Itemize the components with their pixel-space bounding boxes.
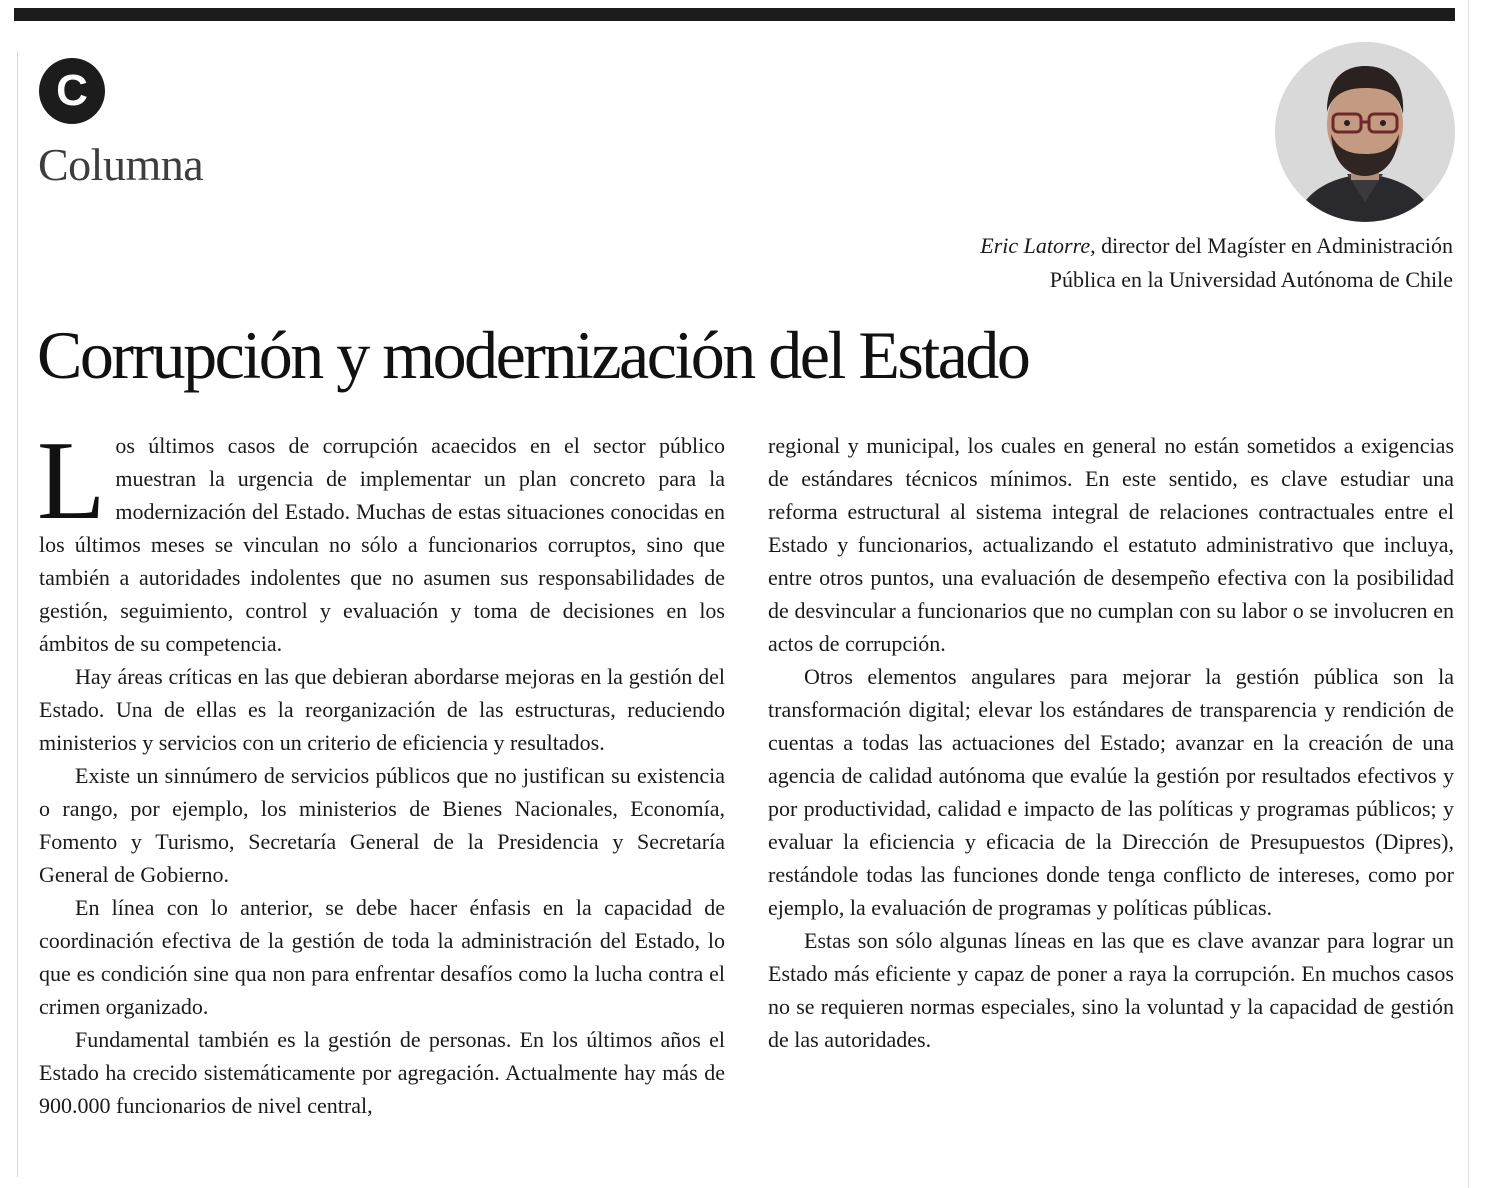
author-role-line-1: director del Magíster en Administración: [1101, 233, 1453, 258]
right-margin-rule: [1468, 0, 1469, 1188]
article-column-right: [768, 429, 1454, 1056]
paragraph: Fundamental también es la gestión de personas. En los últimos años el Estado ha crecido sistemáticamente por agregación. Actualmente hay más de 900.000 funcionarios de nivel central,: [39, 1027, 725, 1118]
author-portrait-icon: [1275, 42, 1455, 222]
author-byline: [980, 229, 1453, 297]
paragraph: En línea con lo anterior, se debe hacer énfasis en la capacidad de coordinación efectiva de la gestión de toda la administración del Estado, lo que es condición sine qua non para enfrentar desafíos como la lucha contra el crimen organizado.: [39, 895, 725, 1019]
paragraph: Otros elementos angulares para mejorar la gestión pública son la transformación digital; elevar los estándares de transparencia y rendición de cuentas a todas las actuaciones del Estado; avanzar en la creación de una agencia de calidad autónoma que evalúe la gestión por resultados efectivos y por productividad, calidad e impacto de las políticas y programas públicos; y evaluar la eficiencia y eficacia de la Dirección de Presupuestos (Dipres), restándole todas las funciones donde tenga conflicto de intereses, como por ejemplo, la evaluación de programas y políticas públicas.: [768, 664, 1454, 920]
drop-cap: L: [37, 419, 106, 543]
paragraph: Estas son sólo algunas líneas en las que es clave avanzar para lograr un Estado más eficiente y capaz de poner a raya la corrupción. En muchos casos no se requieren normas especiales, sino la voluntad y la capacidad de gestión de las autoridades.: [768, 928, 1454, 1052]
article-headline: Corrupción y modernización del Estado: [37, 317, 1029, 393]
paragraph-text: os últimos casos de corrupción acaecidos en el sector público muestran la urgencia de implementar un plan concreto para la modernización del Estado. Muchas de estas situaciones conocidas en los últimos meses se vinculan no sólo a funcionarios corruptos, sino que también a autoridades indolentes que no asumen sus responsabilidades de gestión, seguimiento, control y evaluación y toma de decisiones en los ámbitos de su competencia.: [39, 433, 725, 656]
paragraph: [37, 419, 725, 660]
paragraph: Existe un sinnúmero de servicios públicos que no justifican su existencia o rango, por ejemplo, los ministerios de Bienes Nacionales, Economía, Fomento y Turismo, Secretaría General de la Presidencia y Secretaría General de Gobierno.: [39, 763, 725, 887]
author-role-line-2: Pública en la Universidad Autónoma de Chile: [1049, 267, 1453, 292]
left-margin-rule: [17, 52, 18, 1177]
section-label: Columna: [38, 139, 204, 190]
paragraph: regional y municipal, los cuales en general no están sometidos a exigencias de estándares técnicos mínimos. En este sentido, es clave estudiar una reforma estructural al sistema integral de relaciones contractuales entre el Estado y funcionarios, actualizando el estatuto administrativo que incluya, entre otros puntos, una evaluación de desempeño efectiva con la posibilidad de desvincular a funcionarios que no cumplan con su labor o se involucren en actos de corrupción.: [768, 433, 1454, 656]
author-name: Eric Latorre,: [980, 233, 1096, 258]
article-column-left: [37, 419, 725, 1122]
top-rule: [14, 8, 1455, 21]
paragraph: Hay áreas críticas en las que debieran abordarse mejoras en la gestión del Estado. Una de ellas es la reorganización de las estructuras, reduciendo ministerios y servicios con un criterio de eficiencia y resultados.: [39, 664, 725, 755]
column-badge-icon: C: [39, 58, 105, 124]
byline-line-1: [980, 229, 1453, 263]
author-photo: [1275, 42, 1455, 222]
